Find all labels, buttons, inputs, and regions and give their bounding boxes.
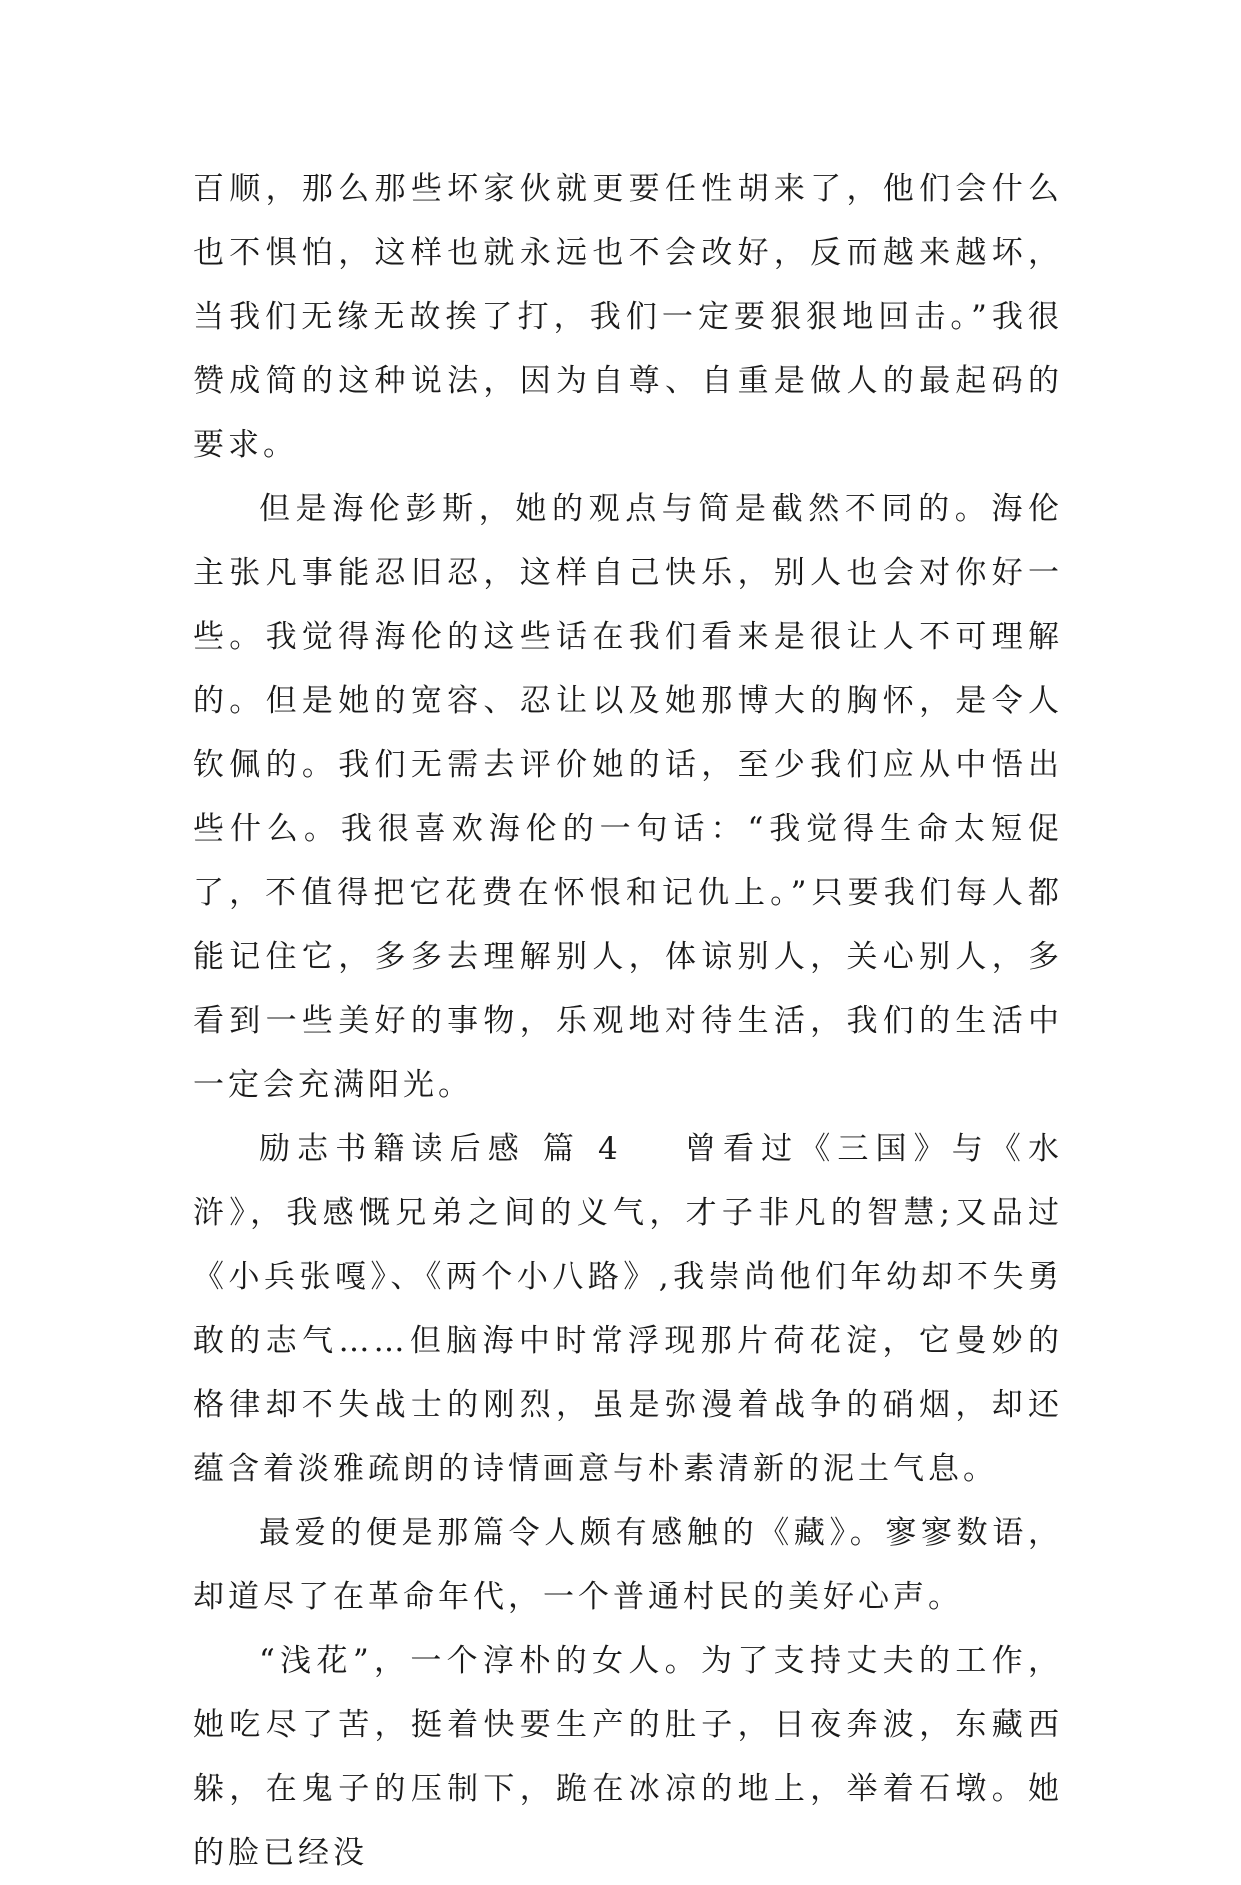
paragraph: 最爱的便是那篇令人颇有感触的《藏》。寥寥数语，却道尽了在革命年代，一个普通村民的美好心声。 [193, 1515, 1063, 1615]
document-body [193, 157, 1063, 1885]
section-heading: 励志书籍读后感 篇 4 [259, 1131, 622, 1167]
paragraph-text: 曾看过《三国》与《水浒》，我感慨兄弟之间的义气，才子非凡的智慧;又品过《小兵张嘎》、《两个小八路》,我崇尚他们年幼却不失勇敢的志气……但脑海中时常浮现那片荷花淀，它曼妙的格律却不失战士的刚烈，虽是弥漫着战争的硝烟，却还蕴含着淡雅疏朗的诗情画意与朴素清新的泥土气息。 [193, 1131, 1063, 1487]
paragraph-continued: 百顺，那么那些坏家伙就更要任性胡来了，他们会什么也不惧怕，这样也就永远也不会改好，反而越来越坏，当我们无缘无故挨了打，我们一定要狠狠地回击。”我很赞成简的这种说法，因为自尊、自重是做人的最起码的要求。 [193, 171, 1063, 463]
paragraph: “浅花”，一个淳朴的女人。为了支持丈夫的工作，她吃尽了苦，挺着快要生产的肚子，日夜奔波，东藏西躲，在鬼子的压制下，跪在冰凉的地上，举着石墩。她的脸已经没 [193, 1643, 1063, 1871]
paragraph: 但是海伦彭斯，她的观点与简是截然不同的。海伦主张凡事能忍旧忍，这样自己快乐，别人也会对你好一些。我觉得海伦的这些话在我们看来是很让人不可理解的。但是她的宽容、忍让以及她那博大的胸怀，是令人钦佩的。我们无需去评价她的话，至少我们应从中悟出些什么。我很喜欢海伦的一句话：“我觉得生命太短促了，不值得把它花费在怀恨和记仇上。”只要我们每人都能记住它，多多去理解别人，体谅别人，关心别人，多看到一些美好的事物，乐观地对待生活，我们的生活中一定会充满阳光。 [193, 491, 1063, 1103]
paragraph-with-heading [193, 1117, 1063, 1501]
